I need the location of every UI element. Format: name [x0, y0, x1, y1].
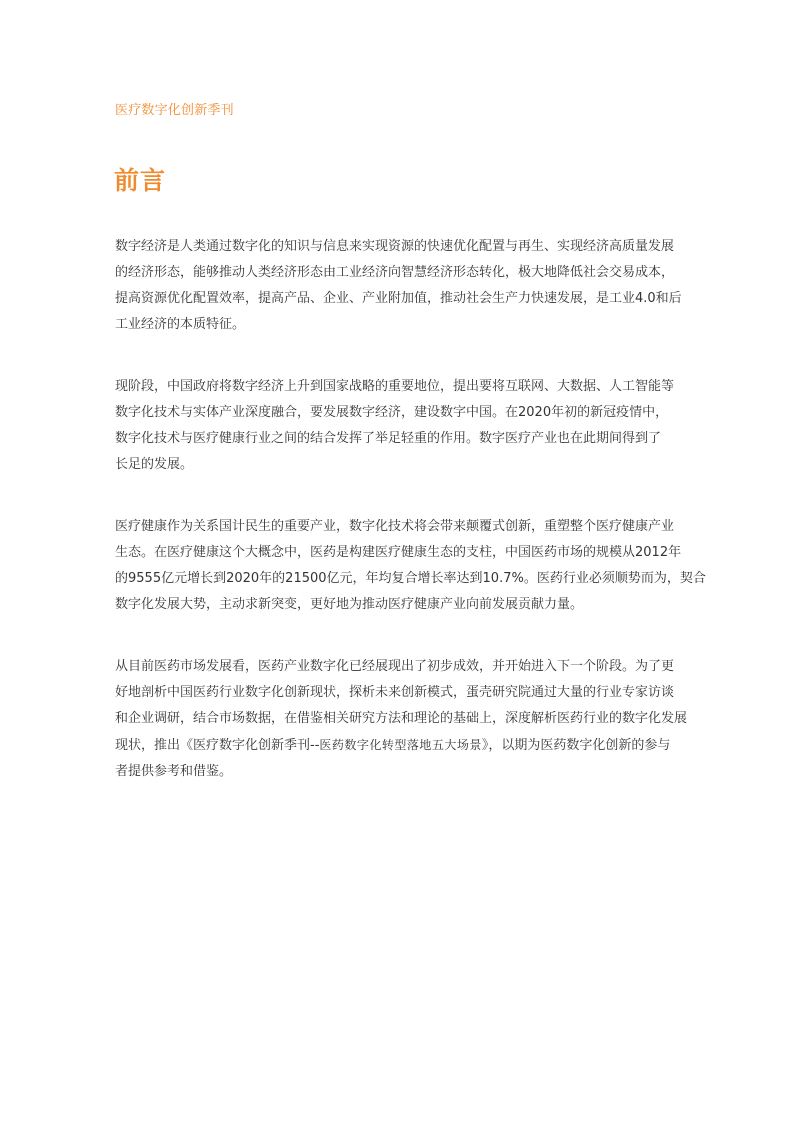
- paragraph-line: 数字经济是人类通过数字化的知识与信息来实现资源的快速优化配置与再生、实现经济高质量发展: [115, 239, 675, 254]
- paragraph-line: 从目前医药市场发展看，医药产业数字化已经展现出了初步成效，并开始进入下一个阶段。为了更: [115, 659, 675, 674]
- paragraph-line: 现阶段，中国政府将数字经济上升到国家战略的重要地位，提出要将互联网、大数据、人工智能等: [115, 379, 675, 394]
- paragraph-2: [115, 374, 725, 478]
- paragraph-3: [115, 514, 725, 618]
- paragraph-line-with-report-title: [115, 732, 725, 759]
- paragraph-line: 数字化发展大势，主动求新突变，更好地为推动医疗健康产业向前发展贡献力量。: [115, 597, 584, 612]
- paragraph-1: [115, 234, 725, 338]
- paragraph-line: 提高资源优化配置效率，提高产品、企业、产业附加值，推动社会生产力快速发展，是工业4.0和后: [115, 291, 682, 306]
- paragraph-line: 医疗健康作为关系国计民生的重要产业，数字化技术将会带来颠覆式创新，重塑整个医疗健康产业: [115, 519, 675, 534]
- line-text-before: 现状，推出《医疗数字化创新季刊--: [115, 738, 320, 753]
- report-title-text: 医药数字化转型落地五大场景: [319, 738, 482, 752]
- page-title: 前言: [114, 166, 167, 195]
- paragraph-line: 数字化技术与实体产业深度融合，要发展数字经济，建设数字中国。在2020年初的新冠疫情中，: [115, 405, 669, 420]
- paragraph-line: 数字化技术与医疗健康行业之间的结合发挥了举足轻重的作用。数字医疗产业也在此期间得到了: [115, 431, 662, 446]
- paragraph-line: 好地剖析中国医药行业数字化创新现状，探析未来创新模式，蛋壳研究院通过大量的行业专家访谈: [115, 685, 675, 700]
- paragraph-line: 者提供参考和借鉴。: [115, 764, 233, 779]
- body-content: [115, 234, 725, 785]
- paragraph-line: 生态。在医疗健康这个大概念中，医药是构建医疗健康生态的支柱，中国医药市场的规模从2012年: [115, 545, 682, 560]
- paragraph-4: [115, 654, 725, 785]
- paragraph-line: 工业经济的本质特征。: [115, 317, 246, 332]
- paragraph-line: 长足的发展。: [115, 457, 194, 472]
- paragraph-line: 的经济形态，能够推动人类经济形态由工业经济向智慧经济形态转化，极大地降低社会交易成本，: [115, 265, 675, 280]
- paragraph-line: 和企业调研，结合市场数据，在借鉴相关研究方法和理论的基础上，深度解析医药行业的数字化发展: [115, 711, 688, 726]
- running-header: 医疗数字化创新季刊: [115, 103, 234, 118]
- line-text-after: 》，以期为医药数字化创新的参与: [481, 738, 671, 753]
- paragraph-line: 的9555亿元增长到2020年的21500亿元，年均复合增长率达到10.7%。医药行业必须顺势而为，契合: [115, 571, 706, 586]
